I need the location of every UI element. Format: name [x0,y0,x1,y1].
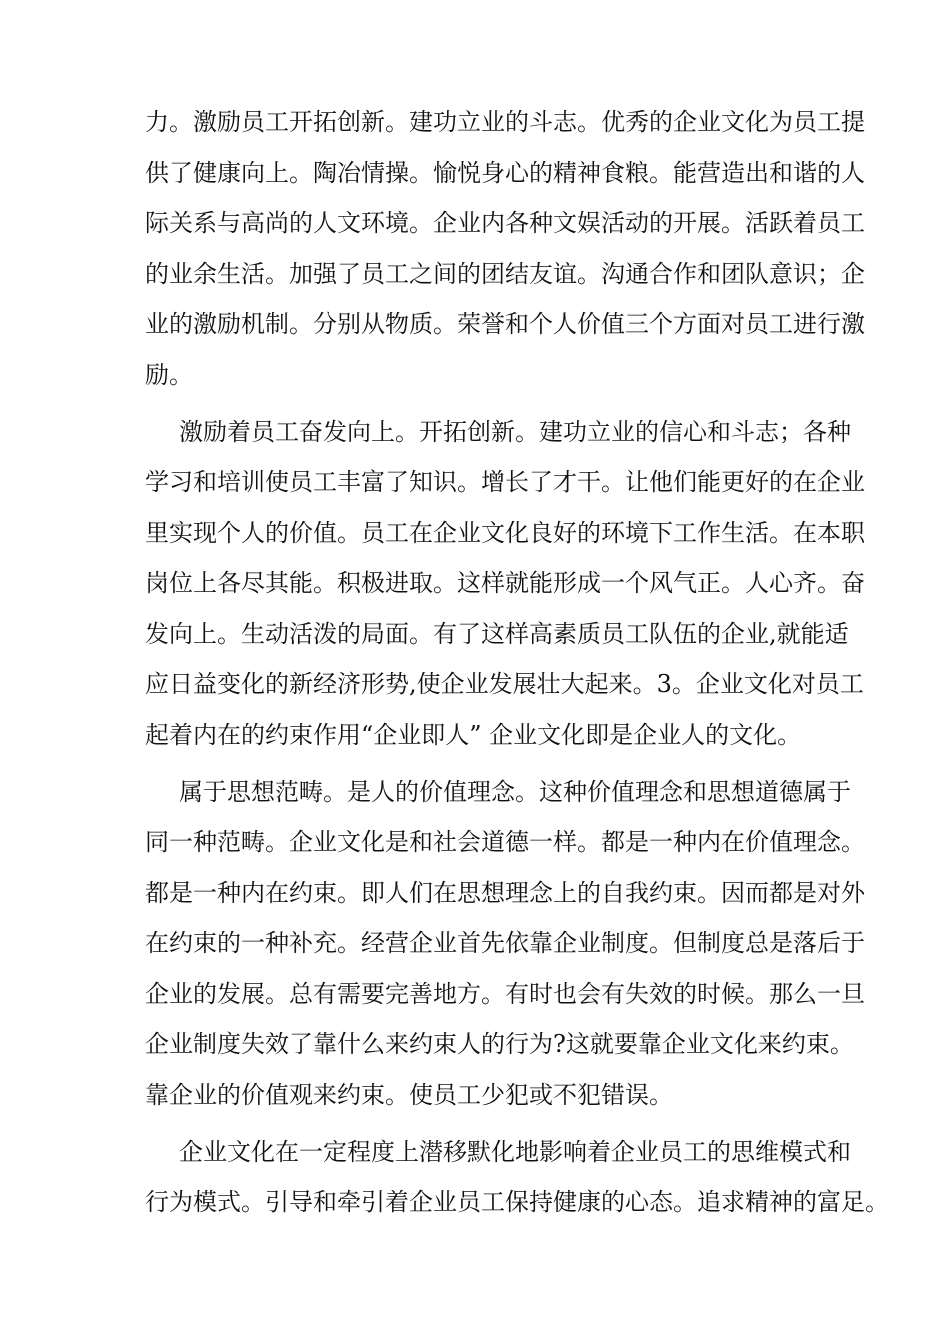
text-line: 属于思想范畴。是人的价值理念。这种价值理念和思想道德属于 [179,777,851,806]
text-line: 同一种范畴。企业文化是和社会道德一样。都是一种内在价值理念。 [145,828,865,856]
text-line: 里实现个人的价值。员工在企业文化良好的环境下工作生活。在本职 [145,518,865,547]
text-line: 学习和培训使员工丰富了知识。增长了才干。让他们能更好的在企业 [145,468,865,496]
paragraph-4 [145,1130,889,1231]
text-line: 业的激励机制。分别从物质。荣誉和个人价值三个方面对员工进行激 [145,310,865,338]
text-line: 力。激励员工开拓创新。建功立业的斗志。优秀的企业文化为员工提 [145,108,865,136]
text-line: 都是一种内在约束。即人们在思想理念上的自我约束。因而都是对外 [145,878,865,907]
text-line: 起着内在的约束作用“企业即人” 企业文化即是企业人的文化。 [145,720,802,749]
text-line: 在约束的一种补充。经营企业首先依靠企业制度。但制度总是落后于 [145,929,865,957]
text-line: 企业的发展。总有需要完善地方。有时也会有失效的时候。那么一旦 [145,979,865,1008]
text-line: 励。 [145,360,193,389]
paragraph-2 [145,410,865,770]
text-line: 应日益变化的新经济形势,使企业发展壮大起来。3。企业文化对员工 [145,670,864,698]
body-text [145,100,889,1231]
text-line: 行为模式。引导和牵引着企业员工保持健康的心态。追求精神的富足。 [145,1188,889,1216]
paragraph-1 [145,100,865,410]
text-line: 企业制度失效了靠什么来约束人的行为?这就要靠企业文化来约束。 [145,1030,854,1058]
text-line: 的业余生活。加强了员工之间的团结友谊。沟通合作和团队意识；企 [145,259,865,288]
text-line: 岗位上各尽其能。积极进取。这样就能形成一个风气正。人心齐。奋 [145,569,865,597]
text-line: 企业文化在一定程度上潜移默化地影响着企业员工的思维模式和 [179,1137,851,1166]
text-line: 际关系与高尚的人文环境。企业内各种文娱活动的开展。活跃着员工 [145,209,865,237]
text-line: 供了健康向上。陶冶情操。愉悦身心的精神食粮。能营造出和谐的人 [145,158,865,187]
paragraph-3 [145,770,865,1130]
text-line: 发向上。生动活泼的局面。有了这样高素质员工队伍的企业,就能适 [145,619,849,648]
text-line: 靠企业的价值观来约束。使员工少犯或不犯错误。 [145,1080,673,1109]
text-line: 激励着员工奋发向上。开拓创新。建功立业的信心和斗志；各种 [179,417,851,446]
